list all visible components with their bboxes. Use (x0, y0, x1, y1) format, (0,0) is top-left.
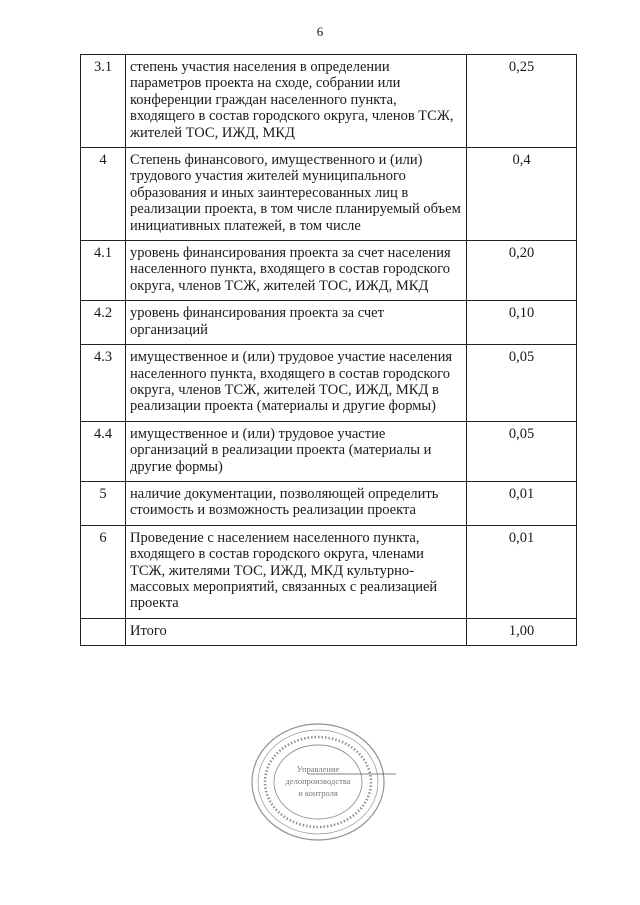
row-number: 6 (81, 525, 126, 618)
row-number: 4.2 (81, 301, 126, 345)
row-description: Проведение с населением населенного пункта, входящего в состав городского округа, членами ТСЖ, жителями ТОС, ИЖД, МКД культурно-массовых мероприятий, связанных с реализацией проекта (126, 525, 467, 618)
row-weight: 0,01 (467, 481, 577, 525)
row-weight: 0,20 (467, 241, 577, 301)
row-description: наличие документации, позволяющей определить стоимость и возможность реализации проекта (126, 481, 467, 525)
table-row (81, 301, 577, 345)
row-weight: 0,05 (467, 421, 577, 481)
row-number (81, 618, 126, 645)
stamp-line-2: делопроизводства (285, 776, 351, 786)
row-weight: 0,05 (467, 345, 577, 422)
row-weight: 1,00 (467, 618, 577, 645)
row-number: 4.1 (81, 241, 126, 301)
row-description: уровень финансирования проекта за счет населения населенного пункта, входящего в состав городского округа, членов ТСЖ, жителей ТОС, ИЖД, МКД (126, 241, 467, 301)
official-stamp (238, 716, 398, 846)
row-description: Итого (126, 618, 467, 645)
row-description: имущественное и (или) трудовое участие населения населенного пункта, входящего в состав городского округа, членов ТСЖ, жителей ТОС, ИЖД, МКД в реализации проекта (материалы и другие формы) (126, 345, 467, 422)
table-row (81, 55, 577, 148)
row-number: 4.4 (81, 421, 126, 481)
row-description: степень участия населения в определении параметров проекта на сходе, собрании или конференции граждан населенного пункта, входящего в состав городского округа, членов ТСЖ, жителей ТОС, ИЖД, МКД (126, 55, 467, 148)
row-weight: 0,01 (467, 525, 577, 618)
table-row (81, 241, 577, 301)
stamp-line-1: Управление (296, 764, 340, 774)
row-weight: 0,25 (467, 55, 577, 148)
page-number: 6 (316, 24, 324, 39)
row-description: уровень финансирования проекта за счет организаций (126, 301, 467, 345)
row-description: имущественное и (или) трудовое участие организаций в реализации проекта (материалы и другие формы) (126, 421, 467, 481)
row-number: 4 (81, 148, 126, 241)
row-weight: 0,4 (467, 148, 577, 241)
row-number: 5 (81, 481, 126, 525)
stamp-line-3: и контроля (298, 788, 338, 798)
row-description: Степень финансового, имущественного и (или) трудового участия жителей муниципального образования и иных заинтересованных лиц в реализации проекта, в том числе планируемый объем инициативных платежей, в том числе (126, 148, 467, 241)
table-row (81, 481, 577, 525)
criteria-table (80, 54, 577, 646)
table-row (81, 345, 577, 422)
row-number: 4.3 (81, 345, 126, 422)
table-row (81, 148, 577, 241)
table-row (81, 421, 577, 481)
row-number: 3.1 (81, 55, 126, 148)
table-row-total (81, 618, 577, 645)
row-weight: 0,10 (467, 301, 577, 345)
table-row (81, 525, 577, 618)
